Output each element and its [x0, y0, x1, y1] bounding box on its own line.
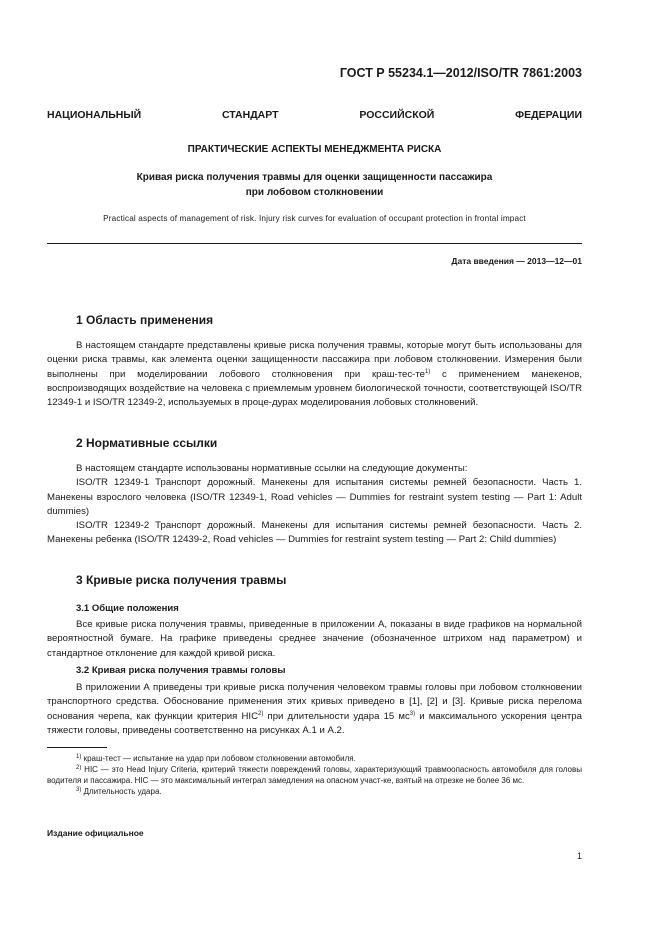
footnotes	[47, 753, 582, 797]
footnote-ref-2: 2)	[258, 711, 264, 718]
subsection-3-2-heading: 3.2 Кривая риска получения травмы головы	[76, 665, 286, 676]
section-2-body	[47, 462, 582, 548]
footnote-divider	[47, 747, 107, 748]
title-divider	[47, 243, 582, 244]
subsection-3-2-paragraph	[47, 681, 582, 738]
footnote-1-text: краш-тест — испытание на удар при лобовом столкновении автомобиля.	[81, 754, 356, 763]
footnote-ref-3: 3)	[409, 711, 416, 718]
footnote-3	[47, 786, 582, 797]
subsection-3-2-body	[47, 681, 582, 738]
subsection-3-2-text-b: при длительности удара 15 мс	[263, 710, 410, 722]
document-subtitle	[47, 170, 582, 200]
footnote-1	[47, 753, 582, 764]
document-title: ПРАКТИЧЕСКИЕ АСПЕКТЫ МЕНЕДЖМЕНТА РИСКА	[187, 144, 442, 155]
normative-reference-1: ISO/TR 12349-1 Транспорт дорожный. Манекены для испытания системы ремней безопасности. Часть 1. Манекены взрослого человека (ISO/TR 12349-1, Road vehicles — Dummies for restraint system testing — Part 1: Adult dummies)	[47, 477, 582, 517]
introduction-date: Дата введения — 2013—12—01	[451, 256, 582, 266]
subsection-3-1-paragraph: Все кривые риска получения травмы, приведенные в приложении А, показаны в виде графиков на нормальной вероятностной бумаге. На графике приведены среднее значение (обозначенное штрихом над параметром) и стандартное отклонение для каждой кривой риска.	[47, 619, 582, 659]
footnote-2	[47, 764, 582, 786]
normative-reference-2: ISO/TR 12349-2 Транспорт дорожный. Манекены для испытания системы ремней безопасности. Часть 2. Манекены ребенка (ISO/TR 12439-2, Road vehicles — Dummies for restraint system testing — Part 2: Child dummies)	[47, 520, 582, 546]
footnote-3-mark: 3)	[76, 786, 82, 793]
footnote-3-text: Длительность удара.	[81, 787, 162, 796]
page-number: 1	[576, 851, 582, 861]
section-1-heading: 1 Область применения	[76, 313, 214, 327]
national-standard-banner: НАЦИОНАЛЬНЫЙ СТАНДАРТ РОССИЙСКОЙ ФЕДЕРАЦИИ	[47, 109, 582, 121]
subsection-3-2-text-a: В приложении А приведены три кривые риска получения человеком травмы головы при лобовом столкновении транспортного средства. Обоснование применения этих кривых приведено в [1], [2] и [3]. Кривые риска перелома основания черепа, как функции критерия HIC	[47, 682, 582, 722]
section-2-heading: 2 Нормативные ссылки	[76, 436, 218, 450]
official-edition-label: Издание официальное	[47, 828, 144, 838]
footnote-ref-1: 1)	[424, 369, 431, 376]
section-1-paragraph	[47, 339, 582, 410]
subsection-3-1-body	[47, 618, 582, 661]
subtitle-line-1: Кривая риска получения травмы для оценки защищенности пассажира	[136, 172, 493, 183]
section-1-text-a: В настоящем стандарте представлены кривые риска получения травмы, которые могут быть использованы для оценки риска травмы, как элемента оценки защищенности пассажира при лобовом столкновении. Измерения были выполнены при моделировании лобового столкновения при краш-тес-те	[47, 340, 582, 380]
footnote-1-mark: 1)	[76, 753, 82, 760]
subtitle-line-2: при лобовом столкновении	[245, 187, 384, 198]
subsection-3-2-text-c: и максимального ускорения центра тяжести головы, приведены соответственно на рисунках А.1 и А.2.	[47, 710, 582, 736]
section-1-body	[47, 339, 582, 410]
footnote-2-text: HIC — это Head Injury Criteria, критерий тяжести повреждений головы, характеризующий травмоопасность автомобиля для головы водителя и пассажира. HIC — это максимальный интеграл замедления на опасном участ-ке, взятый на отрезке не более 36 мс.	[47, 765, 582, 785]
section-2-intro: В настоящем стандарте использованы нормативные ссылки на следующие документы:	[76, 463, 468, 474]
subsection-3-1-heading: 3.1 Общие положения	[76, 603, 179, 614]
document-code: ГОСТ Р 55234.1—2012/ISO/TR 7861:2003	[339, 66, 582, 80]
section-3-heading: 3 Кривые риска получения травмы	[76, 573, 287, 587]
section-1-text-b: с применением манекенов, воспроизводящих воздействие на человека с приемлемым уровнем биологической точности, соответствующей ISO/TR 12349-1 и ISO/TR 12349-2, используемых в проце-дурах моделирования лобовых столкновений.	[47, 368, 582, 409]
footnote-2-mark: 2)	[76, 764, 82, 771]
english-title: Practical aspects of management of risk. Injury risk curves for evaluation of occupant protection in frontal impact	[103, 214, 526, 223]
